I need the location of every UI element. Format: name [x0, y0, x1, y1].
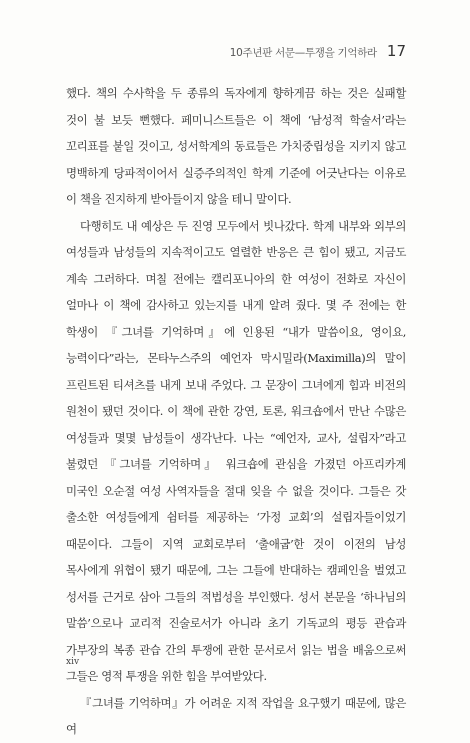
body-text — [66, 80, 406, 743]
running-header-title: 10주년판 서문—투쟁을 기억하라 — [229, 47, 377, 59]
folio-roman: xiv — [66, 657, 80, 667]
paragraph: 『그녀를 기억하며』가 어려운 지적 작업을 요구했기 때문에, 많은 여 — [66, 695, 406, 736]
running-header — [230, 42, 406, 60]
paragraph: 다행히도 내 예상은 두 진영 모두에서 빗나갔다. 학계 내부와 외부의 여성들과 남성들의 지속적이고도 열렬한 반응은 큰 힘이 됐고, 지금도 계속 그러하다. 며칠 전에는 캘리포니아의 한 여성이 전화로 자신이 얼마나 이 책에 감사하고 있는지를 내게 알려 줬다. 몇 주 전에는 한 학생이 『그녀를 기억하며』에 인용된 “내가 말씀이요, 영이요, 능력이다”라는, 몬타누스주의 예언자 막시밀라(Maximilla)의 말이 프린트된 티셔츠를 내게 보내 주었다. 그 문장이 그녀에게 힘과 비전의 원천이 됐던 것이다. 이 책에 관한 강연, 토론, 워크숍에서 만난 수많은 여성들과 몇몇 남성들이 생각난다. 나는 “예언자, 교사, 설립자”라고 불렸던 『그녀를 기억하며』 워크숍에 관심을 가졌던 아프리카계 미국인 오순절 여성 사역자들을 절대 잊을 수 없을 것이다. 그들은 갓 출소한 여성들에게 쉼터를 제공하는 ‘가정 교회’의 설립자들이었기 때문이다. 그들이 지역 교회로부터 ‘출애굽’한 것이 이전의 남성 목사에게 위협이 됐기 때문에, 그는 그들에 반대하는 캠페인을 벌였고 성서를 근거로 삼아 그들의 적법성을 부인했다. 성서 본문을 ‘하나님의 말씀’으로나 교리적 진술로서가 아니라 초기 기독교의 평등 관습과 가부장의 복종 관습 간의 투쟁에 관한 문서로서 읽는 법을 배움으로써 그들은 영적 투쟁을 위한 힘을 부여받았다. — [66, 218, 406, 683]
paragraph-continuation: 했다. 책의 수사학을 두 종류의 독자에게 향하게끔 하는 것은 실패할 것이 불 보듯 뻔했다. 페미니스트들은 이 책에 ‘남성적 학술서’라는 꼬리표를 붙일 것이고, 성서학계의 동료들은 가치중립성을 지키지 않고 명백하게 당파적이어서 실증주의적인 학계 기준에 어긋난다는 이유로 이 책을 진지하게 받아들이지 않을 테니 말이다. — [66, 86, 406, 206]
page-number: 17 — [386, 42, 406, 60]
